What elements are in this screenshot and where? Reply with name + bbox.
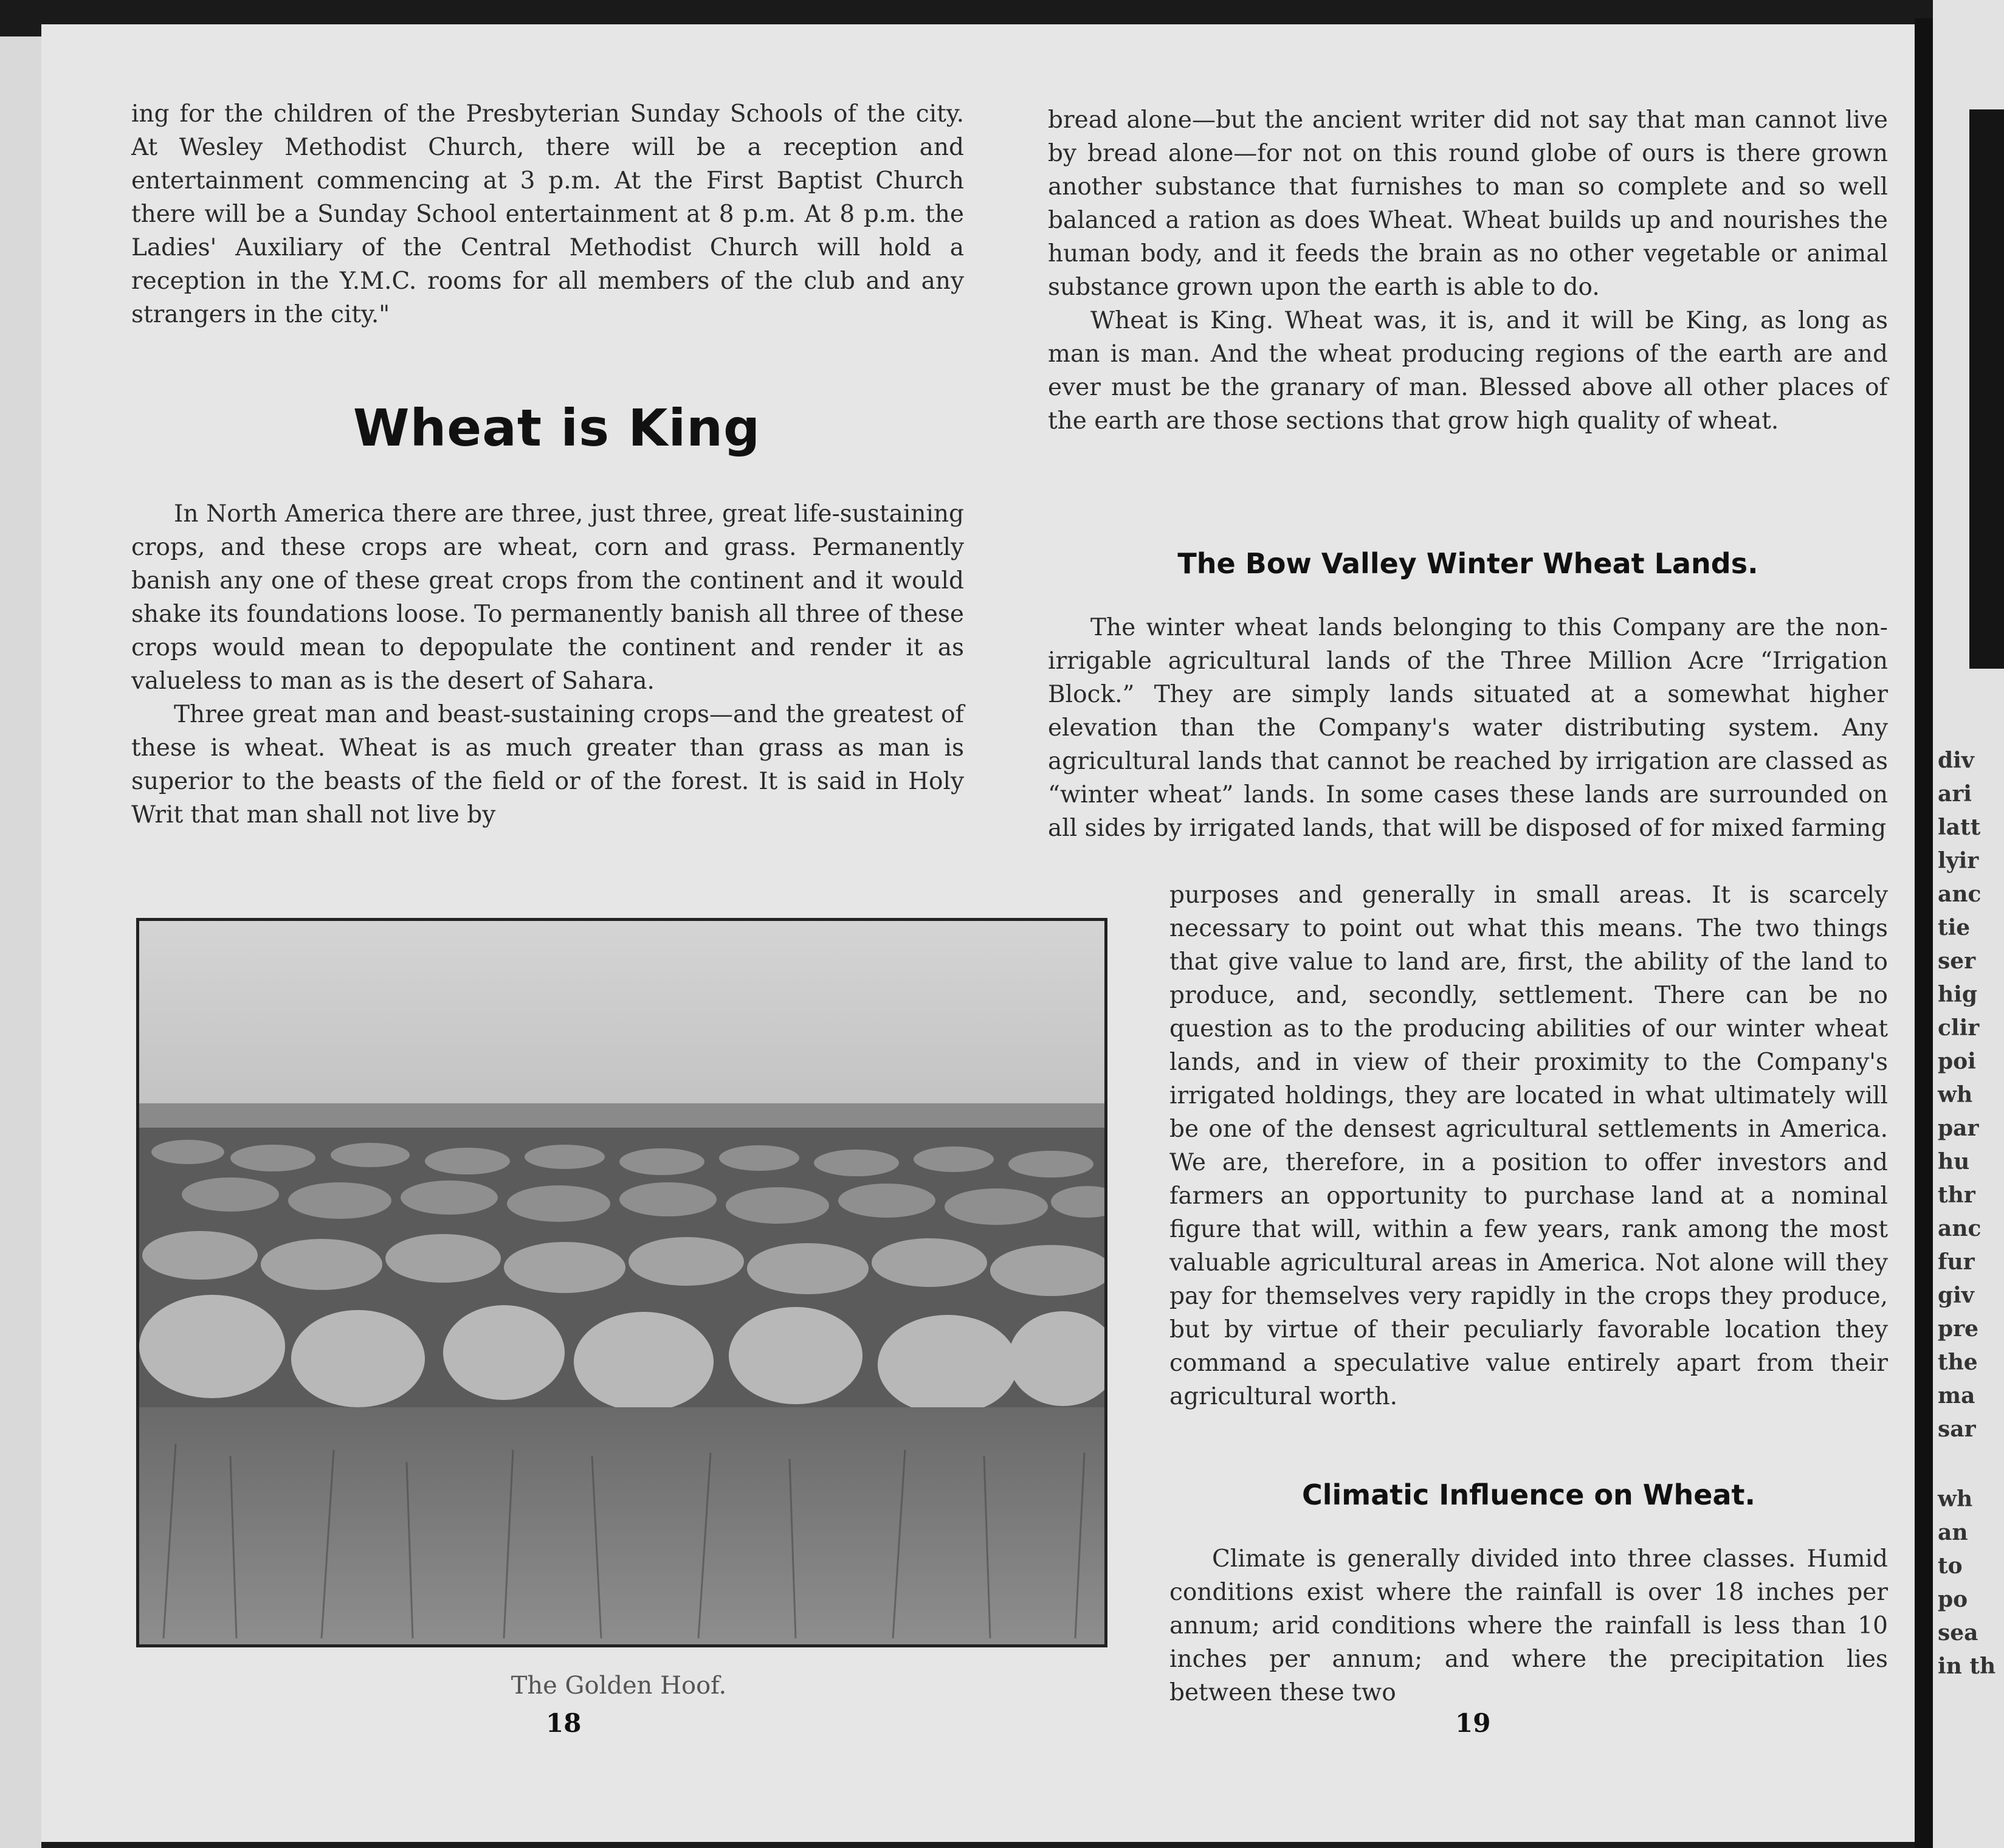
continued-paragraph: ing for the children of the Presbyterian Sunday Schools of the city. At Wesley Methodist Church, there will be a reception and entertainment commencing at 3 p.m. At the First Baptist Church there will be a Sunday School entertainment at 8 p.m. At 8 p.m. the Ladies' Auxiliary of the Central Methodist Church will hold a reception in the Y.M.C. rooms for all members of the club and any strangers in the city."	[131, 100, 964, 328]
photo-caption: The Golden Hoof.	[511, 1672, 727, 1700]
next-page-fragment: sar	[1938, 1416, 1976, 1442]
next-page-fragment: the	[1938, 1350, 1978, 1375]
next-page-dark-block	[1969, 109, 2004, 669]
body-paragraph: purposes and generally in small areas. It is scarcely necessary to point out what this means. The two things that give value to land are, first, the ability of the land to produce, and, secondly, settlement. There can be no question as to the producing abilities of our winter wheat lands, and in view of their proximity to the Company's irrigated holdings, they are located in what ultimately will be one of the densest agricultural settlements in America. We are, therefore, in a position to offer investors and farmers an opportunity to purchase land at a nominal figure that will, within a few years, rank among the most valuable agricultural areas in America. Not alone will they pay for themselves very rapidly in the crops they produce, but by virtue of their peculiarly favorable location they command a speculative value entirely apart from their agricultural worth.	[1169, 881, 1888, 1410]
next-page-fragment: giv	[1938, 1283, 1974, 1308]
next-page-fragment: to	[1938, 1553, 1963, 1579]
left-article-body	[131, 497, 964, 832]
body-paragraph: bread alone—but the ancient writer did not say that man cannot live by bread alone—for not on this round globe of ours is there grown another substance that furnishes to man so complete and so well balanced a ration as does Wheat. Wheat builds up and nourishes the human body, and it feeds the brain as no other vegetable or animal substance grown upon the earth is able to do.	[1048, 106, 1888, 301]
next-page-fragment: wh	[1938, 1082, 1973, 1108]
sheep-flock-photo	[136, 918, 1107, 1647]
next-page-fragment: lyir	[1938, 848, 1979, 874]
next-page-fragment: anc	[1938, 881, 1982, 907]
next-page-fragment: tie	[1938, 915, 1971, 940]
section-heading-climatic: Climatic Influence on Wheat.	[1302, 1478, 1755, 1511]
page-number-left: 18	[546, 1708, 582, 1738]
section-heading-bow-valley: The Bow Valley Winter Wheat Lands.	[1177, 547, 1758, 580]
next-page-fragment: ma	[1938, 1383, 1975, 1408]
next-page-fragment: fur	[1938, 1249, 1975, 1275]
next-page-fragment: latt	[1938, 815, 1981, 840]
next-page-fragment: an	[1938, 1520, 1968, 1545]
next-page-fragment: pre	[1938, 1316, 1979, 1342]
body-paragraph: Three great man and beast-sustaining crops—and the greatest of these is wheat. Wheat is as much greater than grass as man is superior to the beasts of the field or of the forest. It is said in Holy Writ that man shall not live by	[131, 701, 964, 829]
next-page-fragment: ser	[1938, 948, 1976, 974]
bow-valley-text-rest	[1169, 878, 1888, 1413]
next-page-fragment: clir	[1938, 1015, 1980, 1041]
bow-valley-text-top	[1048, 611, 1888, 845]
next-page-fragment: hig	[1938, 982, 1978, 1007]
next-page-fragment: anc	[1938, 1216, 1982, 1241]
page-gutter	[1915, 18, 1933, 1848]
next-page-fragment: thr	[1938, 1182, 1975, 1208]
next-page-fragment: hu	[1938, 1149, 1970, 1174]
body-paragraph: The winter wheat lands belonging to this Company are the non-irrigable agricultural lands of the Three Million Acre “Irrigation Block.” They are simply lands situated at a somewhat higher elevation than the Company's water distributing system. Any agricultural lands that cannot be reached by irrigation are classed as “winter wheat” lands. In some cases these lands are surrounded on all sides by irrigated lands, that will be disposed of for mixed farming	[1048, 614, 1888, 842]
right-intro-text	[1048, 103, 1888, 438]
climatic-text	[1169, 1542, 1888, 1709]
left-continued-text	[131, 97, 964, 331]
body-paragraph: In North America there are three, just three, great life-sustaining crops, and these crops are wheat, corn and grass. Permanently banish any one of these great crops from the continent and it would shake its foundations loose. To permanently banish all three of these crops would mean to depopulate the continent and render it as valueless to man as is the desert of Sahara.	[131, 500, 964, 695]
next-page-fragment: in th	[1938, 1653, 1996, 1679]
next-page-fragment: poi	[1938, 1049, 1976, 1074]
next-page-fragment: wh	[1938, 1486, 1973, 1512]
next-page-fragment: sea	[1938, 1620, 1978, 1646]
body-paragraph: Wheat is King. Wheat was, it is, and it will be King, as long as man is man. And the wheat producing regions of the earth are and ever must be the granary of man. Blessed above all other places of the earth are those sections that grow high quality of wheat.	[1048, 307, 1888, 435]
next-page-edge	[1933, 0, 2004, 1848]
next-page-fragment: po	[1938, 1587, 1968, 1612]
left-page-edge	[0, 36, 41, 1848]
page-number-right: 19	[1455, 1708, 1491, 1738]
next-page-fragment: par	[1938, 1115, 1979, 1141]
next-page-fragment: ari	[1938, 781, 1972, 807]
article-title: Wheat is King	[353, 398, 761, 458]
next-page-fragment: div	[1938, 748, 1974, 773]
body-paragraph: Climate is generally divided into three classes. Humid conditions exist where the rainfall is over 18 inches per annum; arid conditions where the rainfall is less than 10 inches per annum; and where the precipitation lies between these two	[1169, 1545, 1888, 1706]
